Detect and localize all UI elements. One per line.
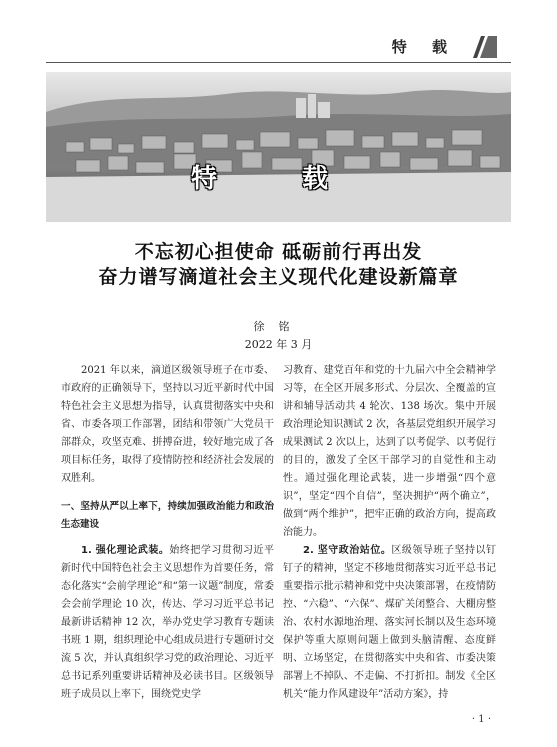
publish-date: 2022 年 3 月 bbox=[244, 338, 313, 351]
item2-body: 区级领导班子坚持以钉钉子的精神，坚定不移地贯彻落实习近平总书记重要指示批示精神和党中央决策部署，在疫情防控、“六稳”、“六保”、煤矿关闭整合、大棚房整治、农村水源地治理、落实河长制以及生态环境保护等重大原则问题上做到头脑清醒、态度鲜明、立场坚定，在贯彻落实中央和省、市委决策部署上不掉队、不走偏、不打折扣。制发《全区机关“能力作风建设年”活动方案》，持 bbox=[283, 545, 496, 700]
continuation-paragraph: 习教育、建党百年和党的十九届六中全会精神学习等，在全区开展多形式、分层次、全覆盖的宣讲和辅导活动共 4 轮次、138 场次。集中开展政治理论知识测试 2 次，各基层党组织开展学习成果测试 2 次以上，达到了以考促学、以考促行的目的，激发了全区干部学习的自觉性和主动性。通过强化理论武装，进一步增强“四个意识”，坚定“四个自信”，坚决拥护“两个确立”，做到“两个维护”，把牢正确的政治方向，提高政治能力。 bbox=[283, 365, 496, 538]
article-title-line2: 奋力谱写滴道社会主义现代化建设新篇章 bbox=[98, 266, 459, 288]
city-aerial-photo bbox=[46, 72, 511, 222]
header-rule bbox=[46, 62, 511, 63]
intro-paragraph: 2021 年以来，滴道区级领导班子在市委、市政府的正确领导下，坚持以习近平新时代中国特色社会主义思想为指导，认真贯彻落实中央和省、市委各项工作部署，团结和带领广大党员干部群众，攻坚克难、拼搏奋进，较好地完成了各项目标任务，取得了疫情防控和经济社会发展的双胜利。 bbox=[61, 365, 274, 484]
item2-paragraph bbox=[283, 542, 496, 704]
right-column bbox=[283, 362, 496, 704]
item2-lead: 2. 坚守政治站位。 bbox=[303, 545, 392, 556]
banner-label: 特 载 bbox=[190, 164, 367, 194]
diagonal-stripes-icon bbox=[471, 36, 497, 58]
left-column bbox=[61, 362, 274, 704]
article-title-line1: 不忘初心担使命 砥砺前行再出发 bbox=[134, 241, 423, 263]
page-number: · 1 · bbox=[471, 714, 491, 725]
section-tag: 特 载 bbox=[391, 38, 457, 56]
author: 徐铭 bbox=[253, 320, 304, 333]
item1-lead: 1. 强化理论武装。 bbox=[81, 545, 170, 556]
banner-image bbox=[46, 72, 511, 222]
item1-body: 始终把学习贯彻习近平新时代中国特色社会主义思想作为首要任务，常态化落实“会前学理论”和“第一议题”制度，常委会会前学理论 10 次，传达、学习习近平总书记最新讲话精神 12 次，举办党史学习教育专题读书班 1 期，组织理论中心组成员进行专题研讨交流 5 次，并认真组织学习党的政治理论、习近平总书记系列重要讲话精神及必读书目。区级领导班子成员以上率下，围绕党史学 bbox=[61, 545, 274, 700]
item1-paragraph bbox=[61, 542, 274, 704]
section-heading: 一、坚持从严以上率下，持续加强政治能力和政治生态建设 bbox=[61, 501, 274, 530]
